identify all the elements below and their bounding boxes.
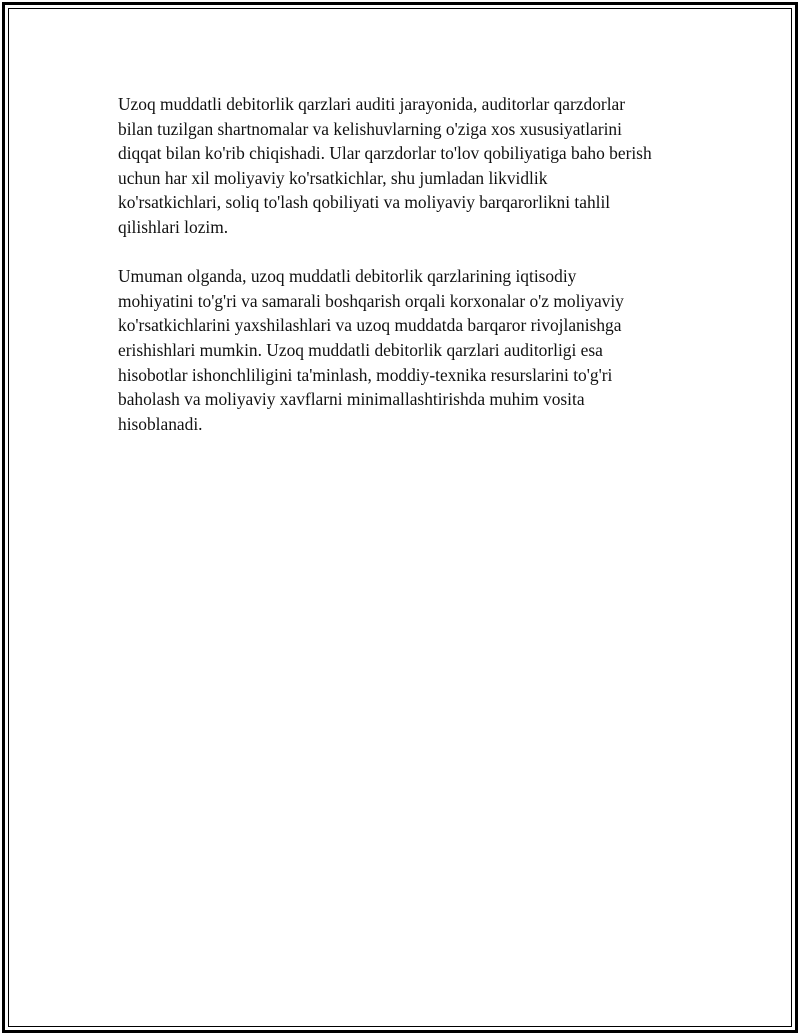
- paragraph-line: Uzoq muddatli debitorlik qarzlari auditi jarayonida, auditorlar qarzdorlar: [118, 94, 626, 114]
- paragraph-line: erishishlari mumkin. Uzoq muddatli debitorlik qarzlari auditorligi esa: [118, 339, 603, 360]
- paragraph-1: [118, 92, 693, 240]
- paragraph-line: diqqat bilan ko'rib chiqishadi. Ular qarzdorlar to'lov qobiliyatiga baho berish: [118, 143, 652, 164]
- paragraph-line: qilishlari lozim.: [118, 216, 229, 237]
- paragraph-line: hisoblanadi.: [118, 413, 203, 434]
- document-body: [118, 92, 693, 461]
- paragraph-2: [118, 264, 693, 436]
- paragraph-line: uchun har xil moliyaviy ko'rsatkichlar, shu jumladan likvidlik: [118, 167, 548, 188]
- paragraph-line: baholash va moliyaviy xavflarni minimallashtirishda muhim vosita: [118, 389, 585, 410]
- paragraph-line: hisobotlar ishonchliligini ta'minlash, moddiy-texnika resurslarini to'g'ri: [118, 364, 613, 385]
- paragraph-line: ko'rsatkichlarini yaxshilashlari va uzoq muddatda barqaror rivojlanishga: [118, 315, 622, 336]
- paragraph-line: mohiyatini to'g'ri va samarali boshqarish orqali korxonalar o'z moliyaviy: [118, 290, 624, 311]
- paragraph-line: ko'rsatkichlari, soliq to'lash qobiliyati va moliyaviy barqarorlikni tahlil: [118, 192, 611, 213]
- paragraph-line: Umuman olganda, uzoq muddatli debitorlik qarzlarining iqtisodiy: [118, 266, 577, 287]
- paragraph-line: bilan tuzilgan shartnomalar va kelishuvlarning o'ziga xos xususiyatlarini: [118, 118, 622, 139]
